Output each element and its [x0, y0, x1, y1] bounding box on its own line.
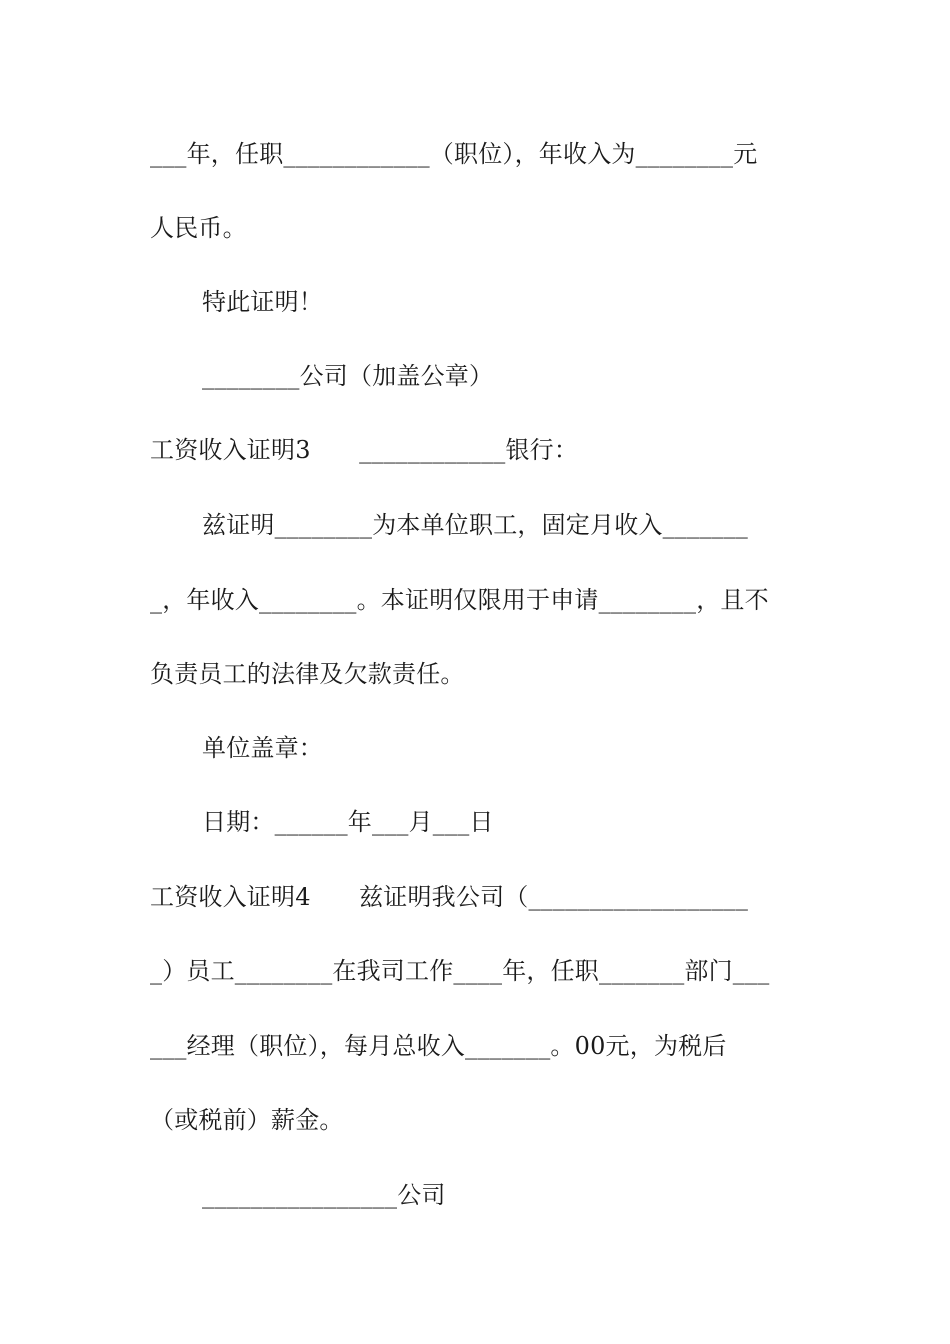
text-line-certify: 特此证明！ [202, 288, 323, 316]
text-line-employee-department: _）员工________在我司工作____年，任职_______部门___ [150, 957, 770, 985]
text-line-income-continued: ___年，任职____________（职位），年收入为________元 [150, 140, 758, 168]
text-line-currency: 人民币。 [150, 214, 247, 242]
text-line-annual-income-purpose: _，年收入________。本证明仅限用于申请________，且不 [150, 586, 769, 614]
text-line-certificate-4-heading: 工资收入证明4 兹证明我公司（__________________ [150, 883, 749, 911]
text-line-employee-monthly-income: 兹证明________为本单位职工，固定月收入_______ [202, 511, 748, 539]
text-line-certificate-3-heading: 工资收入证明3 ____________银行： [150, 436, 579, 464]
text-line-company-seal: ________公司（加盖公章） [202, 362, 494, 390]
text-line-unit-seal: 单位盖章： [202, 734, 323, 762]
text-line-liability: 负责员工的法律及欠款责任。 [150, 660, 465, 688]
text-line-date: 日期：______年___月___日 [202, 808, 494, 836]
text-line-position-monthly-income: ___经理（职位），每月总收入_______。00元，为税后 [150, 1032, 727, 1060]
text-line-company-signature: ________________公司 [202, 1181, 446, 1209]
text-line-salary-type: （或税前）薪金。 [150, 1106, 344, 1134]
